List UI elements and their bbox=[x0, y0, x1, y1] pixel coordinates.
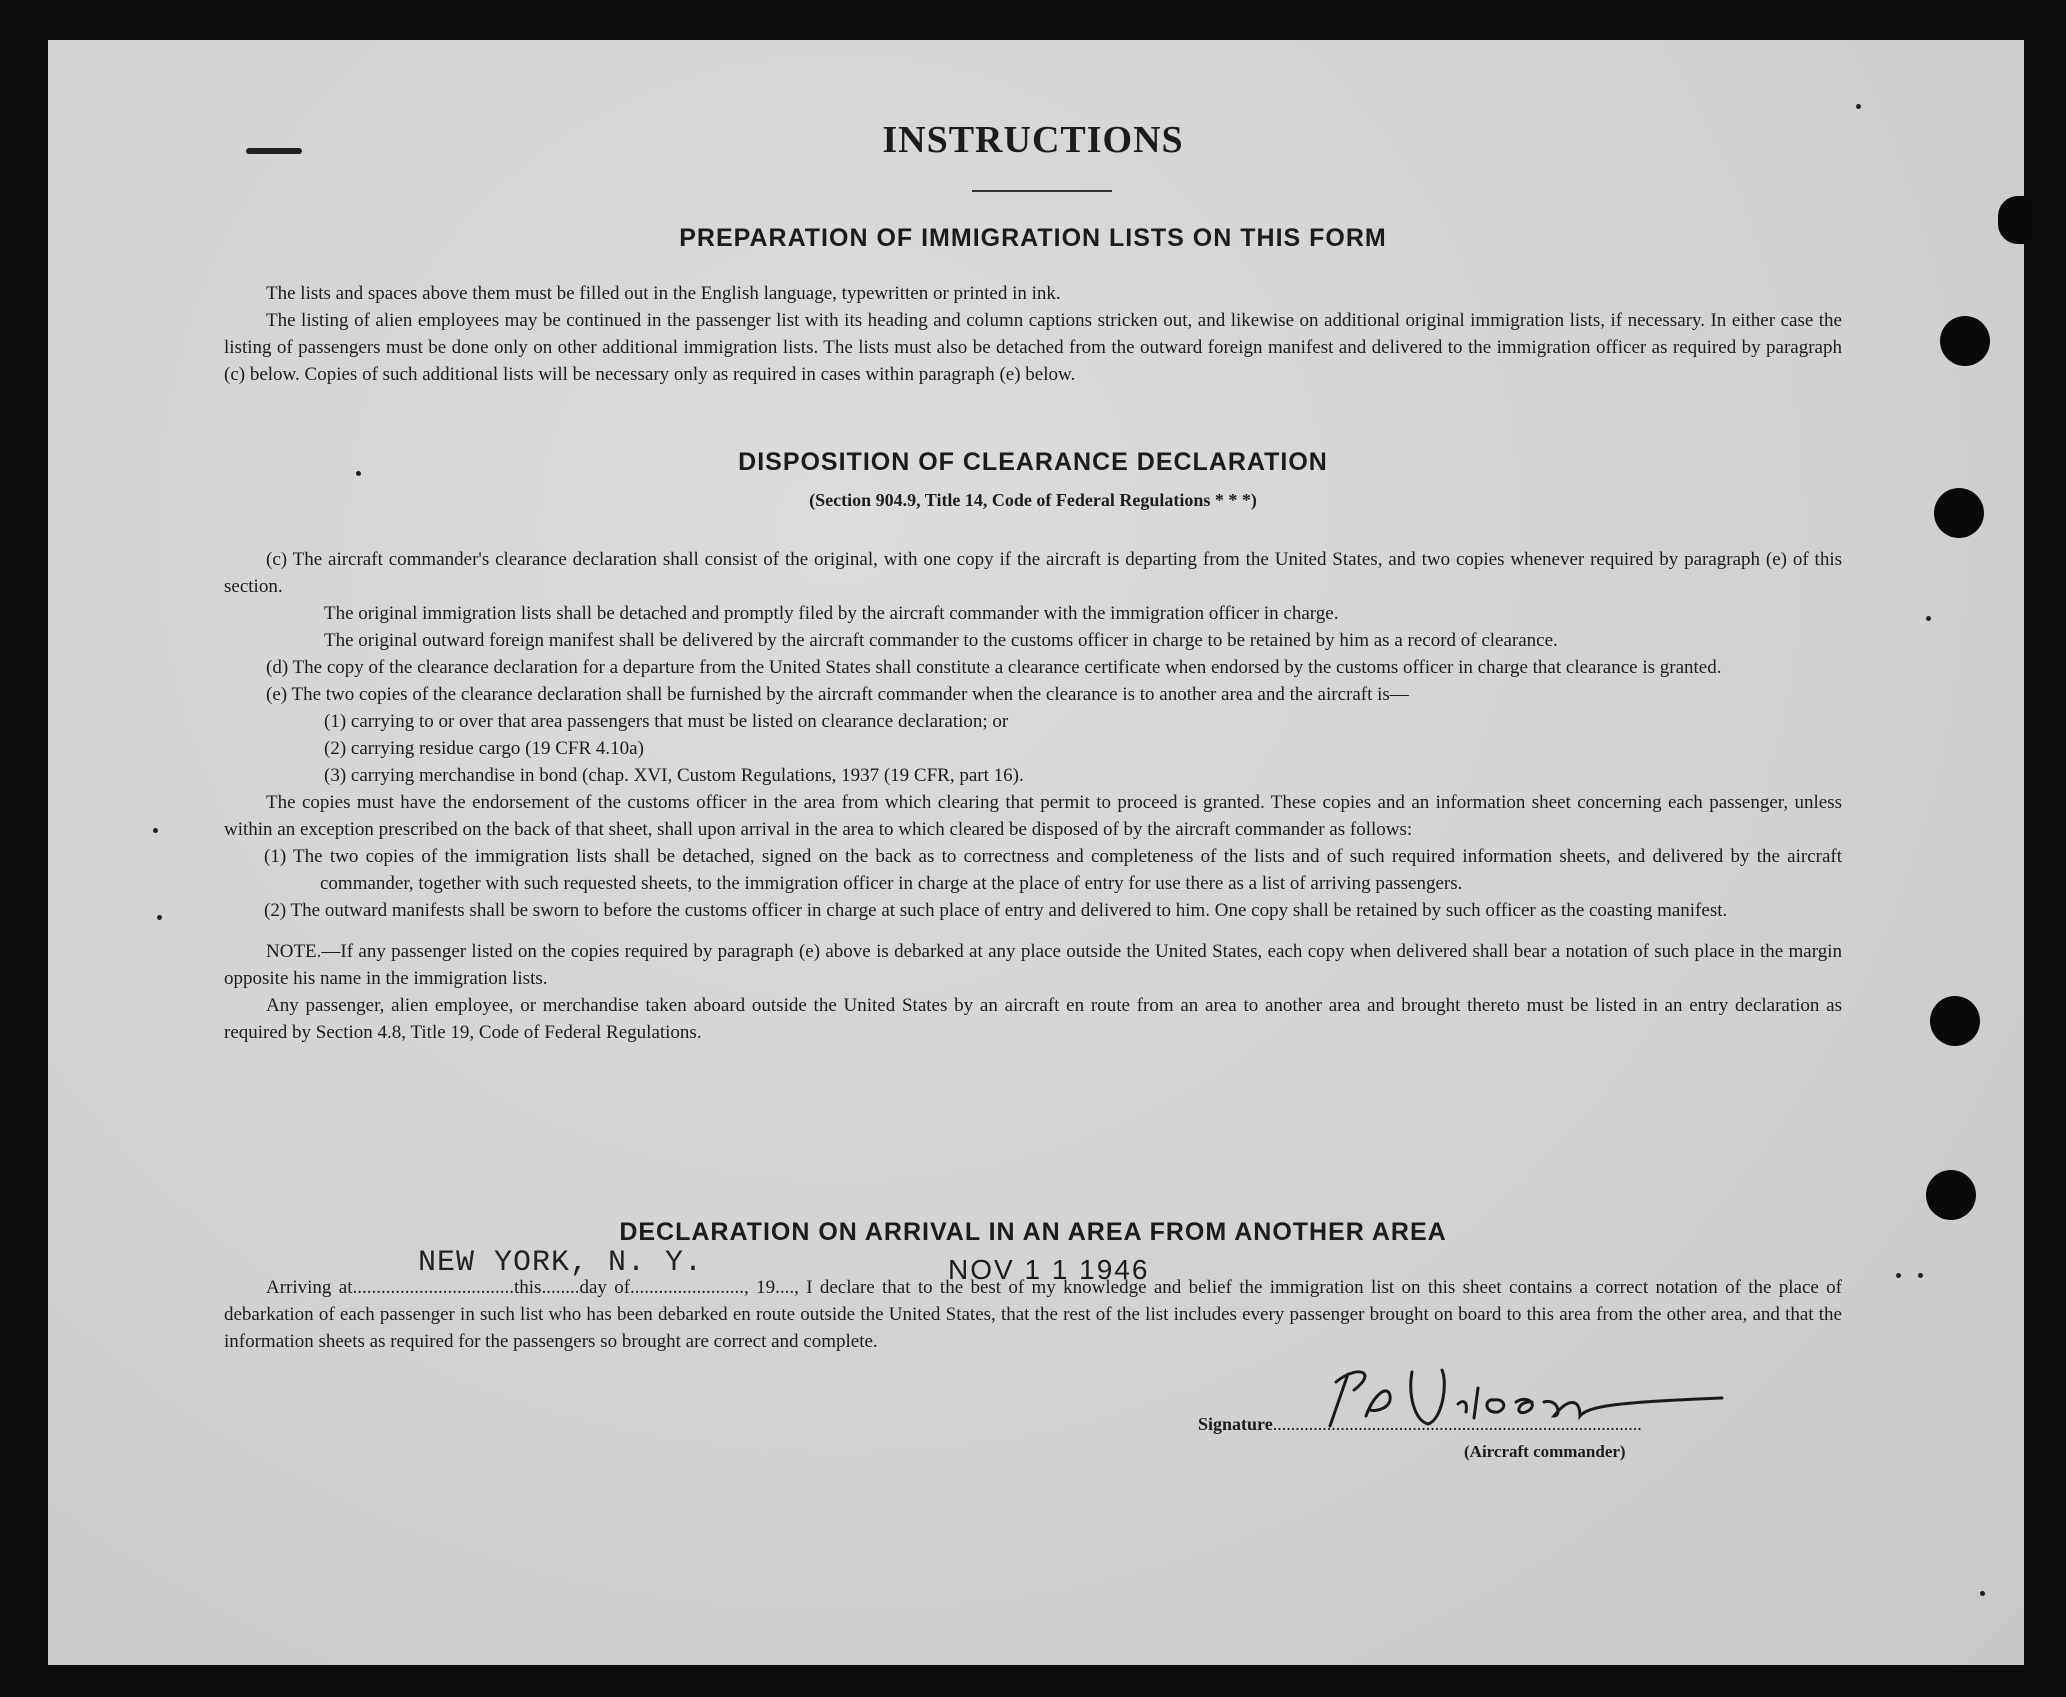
arriving-at-field: .................................. bbox=[352, 1277, 514, 1298]
arrival-date-value: NOV 1 1 1946 bbox=[948, 1254, 1150, 1285]
page-title: INSTRUCTIONS bbox=[882, 119, 1184, 161]
paragraph-arrival-1: (1) The two copies of the immigration lists shall be detached, signed on the back as to correctness and completeness of the lists and of such required information sheets, and delivered by the aircraft commander, together with such requested sheets, to the immigration officer in charge at the place of entry for use there as a list of arriving passengers. bbox=[264, 846, 1842, 894]
title-rule bbox=[972, 190, 1112, 192]
arriving-at-label: Arriving at bbox=[266, 1277, 353, 1298]
paragraph-e-1: (1) carrying to or over that area passengers that must be listed on clearance declaration; or bbox=[324, 711, 1009, 732]
paragraph-d: (d) The copy of the clearance declaration for a departure from the United States shall constitute a clearance certificate when endorsed by the customs officer in charge that clearance is granted. bbox=[266, 657, 1722, 678]
paragraph-e: (e) The two copies of the clearance declaration shall be furnished by the aircraft commander when the clearance is to another area and the aircraft is— bbox=[266, 684, 1409, 705]
day-of-field: ........................, bbox=[630, 1277, 757, 1298]
year-field: ...., bbox=[775, 1277, 807, 1298]
punch-hole bbox=[1940, 316, 1990, 366]
signature-role: (Aircraft commander) bbox=[1464, 1442, 1626, 1461]
declaration-text: I declare that to the best of my knowledge and belief the immigration list on this sheet contains a correct notation of the place of debarkation of each passenger in such list who has been debarked en route outside the United States, that the rest of the list includes every passenger brought on board to this area from the other area, and that the information sheets as required for the passengers so brought are correct and complete. bbox=[224, 1277, 1842, 1352]
disposition-subheading: (Section 904.9, Title 14, Code of Federal Regulations * * *) bbox=[809, 490, 1257, 510]
speck bbox=[1980, 1591, 1985, 1596]
year-prefix: 19 bbox=[756, 1277, 776, 1298]
signature-label: Signature bbox=[1198, 1414, 1273, 1434]
paragraph-c-2: The original outward foreign manifest shall be delivered by the aircraft commander to the customs officer in charge to be retained by him as a record of clearance. bbox=[324, 630, 1558, 651]
paragraph-arrival-2: (2) The outward manifests shall be sworn to before the customs officer in charge at such place of entry and delivered to him. One copy shall be retained by such officer as the coasting manifest. bbox=[264, 900, 1728, 921]
paragraph-note: NOTE.—If any passenger listed on the copies required by paragraph (e) above is debarked at any place outside the United States, each copy when delivered shall bear a notation of such place in the margin opposite his name in the immigration lists. bbox=[224, 941, 1842, 989]
paragraph-copies: The copies must have the endorsement of the customs officer in the area from which clearing that permit to proceed is granted. These copies and an information sheet concerning each passenger, unless within an exception prescribed on the back of that sheet, shall upon arrival in the area to which cleared be disposed of by the aircraft commander as follows: bbox=[224, 792, 1842, 840]
speck bbox=[1856, 104, 1861, 109]
this-label: this bbox=[513, 1277, 542, 1298]
preparation-section bbox=[224, 280, 1842, 388]
punch-hole bbox=[1926, 1170, 1976, 1220]
speck bbox=[1896, 1273, 1901, 1278]
arrival-declaration bbox=[224, 1274, 1842, 1355]
speck bbox=[157, 915, 162, 920]
preparation-paragraph-2: The listing of alien employees may be continued in the passenger list with its heading and column captions stricken out, and likewise on additional original immigration lists, if necessary. In either case the listing of passengers must be done only on other additional immigration lists. The lists must also be detached from the outward foreign manifest and delivered to the immigration officer as required by paragraph (c) below. Copies of such additional lists will be necessary only as required in cases within paragraph (e) below. bbox=[224, 310, 1842, 385]
disposition-section bbox=[224, 546, 1842, 1046]
paragraph-e-3: (3) carrying merchandise in bond (chap. XVI, Custom Regulations, 1937 (19 CFR, part 16). bbox=[324, 765, 1024, 786]
speck bbox=[1926, 616, 1931, 621]
speck bbox=[153, 828, 158, 833]
preparation-heading: PREPARATION OF IMMIGRATION LISTS ON THIS FORM bbox=[679, 224, 1387, 252]
paragraph-c-1: The original immigration lists shall be detached and promptly filed by the aircraft commander with the immigration officer in charge. bbox=[324, 603, 1339, 624]
punch-hole bbox=[1930, 996, 1980, 1046]
handwritten-signature bbox=[1318, 1354, 1748, 1434]
arrival-heading: DECLARATION ON ARRIVAL IN AN AREA FROM ANOTHER AREA bbox=[619, 1218, 1447, 1246]
paragraph-e-2: (2) carrying residue cargo (19 CFR 4.10a) bbox=[324, 738, 644, 759]
signature-field: .................................................................................. bbox=[1272, 1414, 1642, 1434]
paragraph-c: (c) The aircraft commander's clearance declaration shall consist of the original, with one copy if the aircraft is departing from the United States, and two copies whenever required by paragraph (e) of this section. bbox=[224, 549, 1842, 597]
day-of-label: day of bbox=[579, 1277, 631, 1298]
this-field: ........ bbox=[541, 1277, 580, 1298]
preparation-paragraph-1: The lists and spaces above them must be filled out in the English language, typewritten or printed in ink. bbox=[266, 283, 1061, 304]
disposition-heading: DISPOSITION OF CLEARANCE DECLARATION bbox=[738, 448, 1328, 476]
arriving-at-value: NEW YORK, N. Y. bbox=[418, 1246, 704, 1280]
speck bbox=[1918, 1273, 1923, 1278]
paragraph-any-passenger: Any passenger, alien employee, or merchandise taken aboard outside the United States by an aircraft en route from an area to another area and brought thereto must be listed in an entry declaration as required by Section 4.8, Title 19, Code of Federal Regulations. bbox=[224, 995, 1842, 1043]
